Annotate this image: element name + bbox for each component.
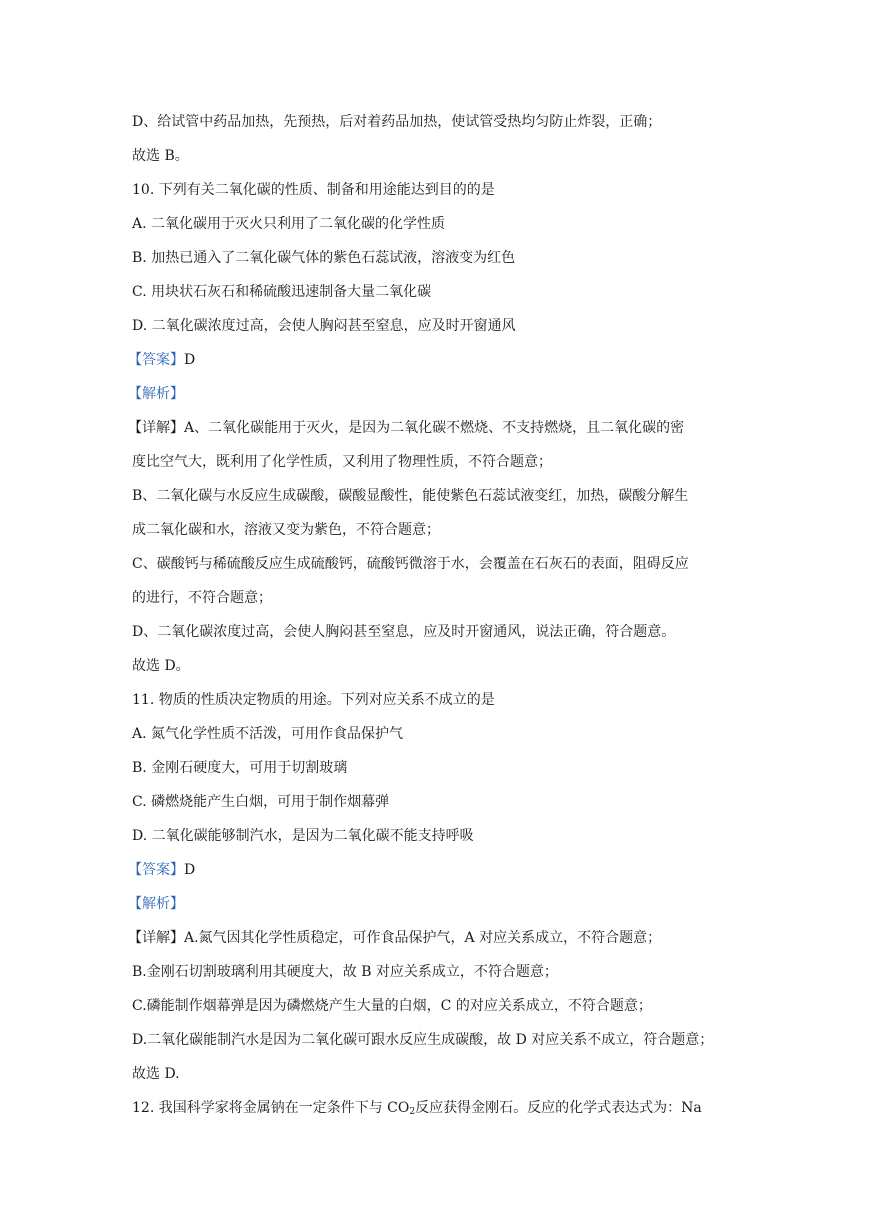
q10-option-c: C. 用块状石灰石和稀硫酸迅速制备大量二氧化碳 — [132, 284, 432, 300]
answer-tag: 【答案】 — [128, 352, 184, 368]
answer-value: D — [184, 862, 196, 878]
q11-option-d: D. 二氧化碳能够制汽水，是因为二氧化碳不能支持呼吸 — [132, 828, 474, 844]
q10-detail-a — [128, 418, 740, 438]
q11-option-c: C. 磷燃烧能产生白烟，可用于制作烟幕弹 — [132, 794, 390, 810]
q10-detail-b-cont: 成二氧化碳和水，溶液又变为紫色，不符合题意； — [132, 522, 440, 538]
q10-option-d: D. 二氧化碳浓度过高，会使人胸闷甚至窒息，应及时开窗通风 — [132, 318, 516, 334]
q11-detail-c: C.磷能制作烟幕弹是因为磷燃烧产生大量的白烟，C 的对应关系成立，不符合题意； — [132, 998, 652, 1014]
q10-detail-c-cont: 的进行，不符合题意； — [132, 590, 272, 606]
q11-answer — [128, 860, 740, 880]
q10-option-b: B. 加热已通入了二氧化碳气体的紫色石蕊试液，溶液变为红色 — [132, 250, 516, 266]
detail-tag: 【详解】 — [128, 930, 184, 946]
q11-option-a: A. 氮气化学性质不活泼，可用作食品保护气 — [132, 726, 404, 742]
q12-stem-text: 12. 我国科学家将金属钠在一定条件下与 CO — [132, 1100, 410, 1116]
q12-stem — [132, 1098, 744, 1118]
q9-conclusion: 故选 B。 — [132, 148, 189, 164]
q10-detail-c: C、碳酸钙与稀硫酸反应生成硫酸钙，硫酸钙微溶于水，会覆盖在石灰石的表面，阻碍反应 — [132, 556, 689, 572]
q10-analysis-heading — [128, 384, 740, 404]
q11-analysis-heading — [128, 894, 740, 914]
q10-option-a: A. 二氧化碳用于灭火只利用了二氧化碳的化学性质 — [132, 216, 446, 232]
q10-detail-d: D、二氧化碳浓度过高，会使人胸闷甚至窒息，应及时开窗通风，说法正确，符合题意。 — [132, 624, 676, 640]
answer-tag: 【答案】 — [128, 862, 184, 878]
q10-answer — [128, 350, 740, 370]
detail-tag: 【详解】 — [128, 420, 184, 436]
q11-stem: 11. 物质的性质决定物质的用途。下列对应关系不成立的是 — [132, 692, 495, 708]
q11-detail-b: B.金刚石切割玻璃利用其硬度大，故 B 对应关系成立，不符合题意； — [132, 964, 558, 980]
q10-stem: 10. 下列有关二氧化碳的性质、制备和用途能达到目的的是 — [132, 182, 495, 198]
q11-detail-a — [128, 928, 740, 948]
analysis-tag: 【解析】 — [128, 386, 184, 402]
q11-conclusion: 故选 D. — [132, 1066, 180, 1082]
q9-option-d-analysis: D、给试管中药品加热，先预热，后对着药品加热，使试管受热均匀防止炸裂，正确； — [132, 114, 662, 130]
co2-subscript: 2 — [409, 1107, 416, 1117]
q10-conclusion: 故选 D。 — [132, 658, 190, 674]
q11-detail-d: D.二氧化碳能制汽水是因为二氧化碳可跟水反应生成碳酸，故 D 对应关系不成立，符合题意； — [132, 1032, 714, 1048]
detail-text: A、二氧化碳能用于灭火，是因为二氧化碳不燃烧、不支持燃烧，且二氧化碳的密 — [184, 420, 685, 436]
q12-stem-text-cont: 反应获得金刚石。反应的化学式表达式为：Na — [415, 1100, 702, 1116]
detail-text: A.氮气因其化学性质稳定，可作食品保护气，A 对应关系成立，不符合题意； — [184, 930, 662, 946]
q10-detail-b: B、二氧化碳与水反应生成碳酸，碳酸显酸性，能使紫色石蕊试液变红，加热，碳酸分解生 — [132, 488, 689, 504]
analysis-tag: 【解析】 — [128, 896, 184, 912]
q10-detail-a-cont: 度比空气大，既利用了化学性质，又利用了物理性质，不符合题意； — [132, 454, 552, 470]
answer-value: D — [184, 352, 196, 368]
q11-option-b: B. 金刚石硬度大，可用于切割玻璃 — [132, 760, 348, 776]
